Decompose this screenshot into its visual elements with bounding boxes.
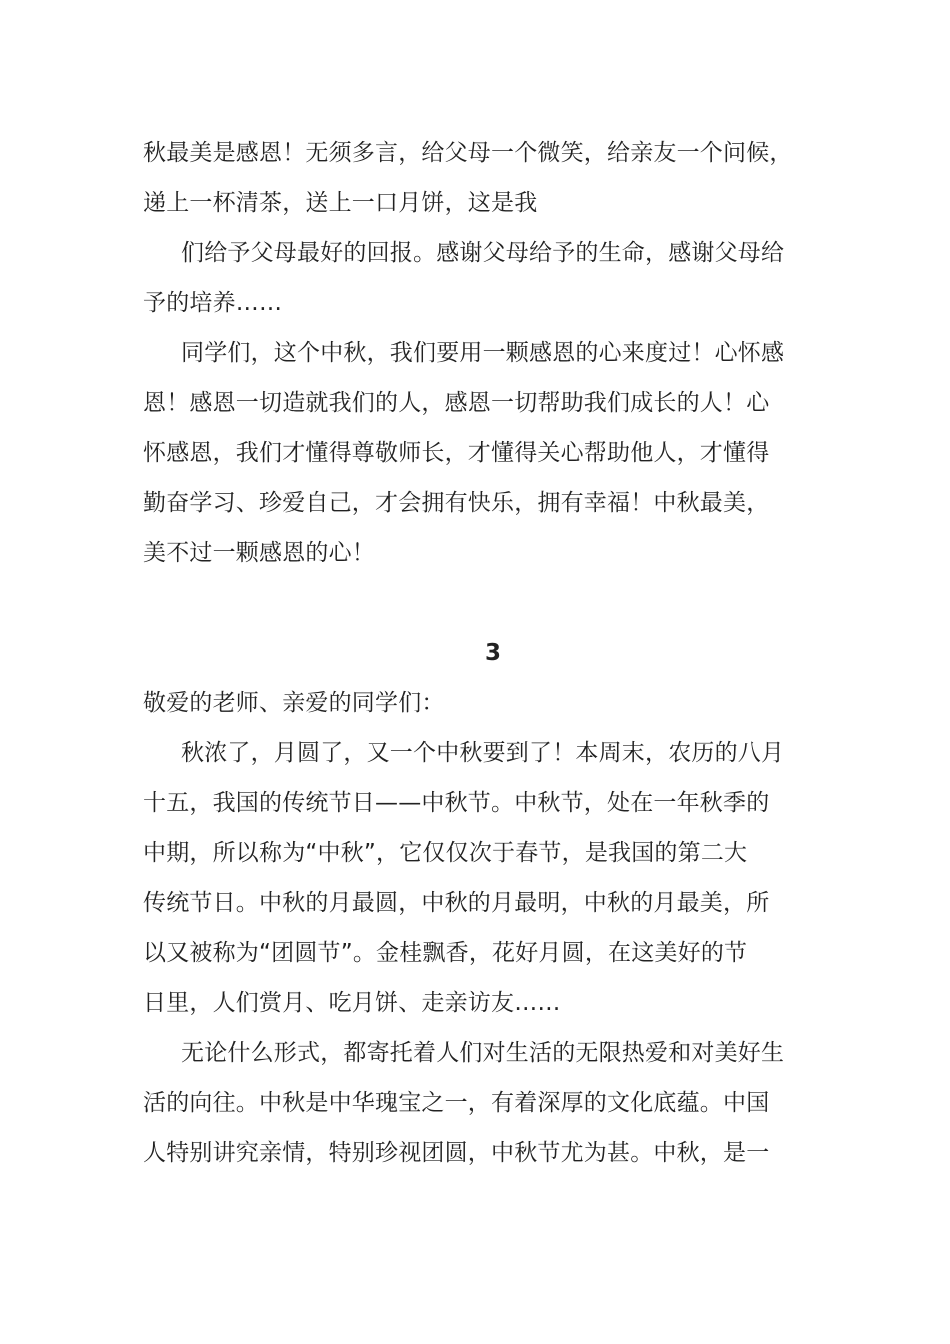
text-line: 同学们，这个中秋，我们要用一颗感恩的心来度过！心怀感 — [181, 340, 785, 366]
text-line: 秋浓了，月圆了，又一个中秋要到了！本周末，农历的八月 — [181, 740, 785, 766]
text-line: 活的向往。中秋是中华瑰宝之一，有着深厚的文化底蕴。中国 — [143, 1090, 770, 1116]
text-line: 中期，所以称为“中秋”，它仅仅次于春节，是我国的第二大 — [143, 840, 748, 866]
text-line: 们给予父母最好的回报。感谢父母给予的生命，感谢父母给 — [181, 240, 785, 266]
text-line: 传统节日。中秋的月最圆，中秋的月最明，中秋的月最美，所 — [143, 890, 770, 916]
text-line: 恩！感恩一切造就我们的人，感恩一切帮助我们成长的人！心 — [143, 390, 770, 416]
text-line: 无论什么形式，都寄托着人们对生活的无限热爱和对美好生 — [181, 1040, 785, 1066]
section-number: 3 — [484, 640, 501, 666]
salutation: 敬爱的老师、亲爱的同学们： — [143, 690, 445, 716]
text-line: 人特别讲究亲情，特别珍视团圆，中秋节尤为甚。中秋，是一 — [143, 1140, 770, 1166]
text-line: 勤奋学习、珍爱自己，才会拥有快乐，拥有幸福！中秋最美， — [143, 490, 770, 516]
text-line: 予的培养…… — [143, 290, 283, 316]
document-page — [143, 128, 808, 1178]
text-line: 秋最美是感恩！无须多言，给父母一个微笑，给亲友一个问候， — [143, 140, 793, 166]
text-line: 以又被称为“团圆节”。金桂飘香，花好月圆，在这美好的节 — [143, 940, 748, 966]
text-line: 怀感恩，我们才懂得尊敬师长，才懂得关心帮助他人，才懂得 — [143, 440, 770, 466]
text-line: 美不过一颗感恩的心！ — [143, 540, 375, 566]
text-line: 递上一杯清茶，送上一口月饼，这是我 — [143, 190, 538, 216]
text-line: 日里，人们赏月、吃月饼、走亲访友…… — [143, 990, 561, 1016]
text-line: 十五，我国的传统节日——中秋节。中秋节，处在一年秋季的 — [143, 790, 770, 816]
